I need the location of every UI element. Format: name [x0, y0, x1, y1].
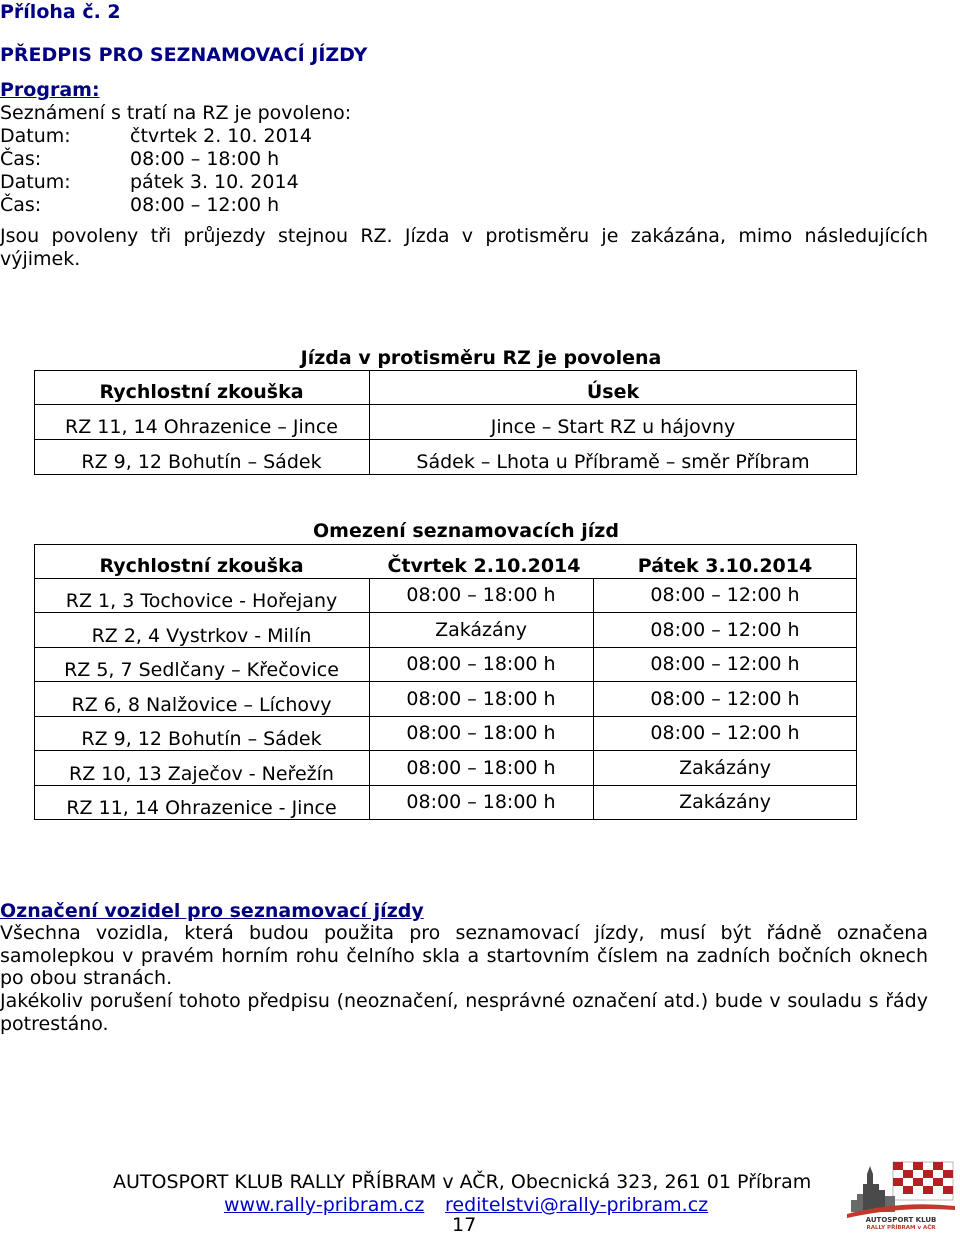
limits-header-friday: Pátek 3.10.2014 [637, 555, 813, 577]
limits-cell-thursday: 08:00 – 18:00 h [406, 584, 556, 606]
limits-cell-friday: 08:00 – 12:00 h [650, 653, 800, 675]
autosport-club-logo [845, 1160, 957, 1230]
svg-text:RALLY PŘÍBRAM v AČR: RALLY PŘÍBRAM v AČR [866, 1225, 936, 1230]
limits-table-caption: Omezení seznamovacích jízd [313, 520, 619, 542]
program-value: čtvrtek 2. 10. 2014 [130, 125, 312, 147]
limits-cell-friday: Zakázány [679, 791, 771, 813]
reverse-header-stage: Rychlostní zkouška [99, 381, 304, 403]
limits-cell-stage: RZ 10, 13 Zaječov - Neřežín [69, 763, 334, 785]
program-value: pátek 3. 10. 2014 [130, 171, 299, 193]
program-label: Čas: [0, 148, 42, 170]
logo-graphic [845, 1160, 957, 1230]
svg-text:AUTOSPORT KLUB: AUTOSPORT KLUB [865, 1216, 937, 1224]
program-intro: Seznámení s tratí na RZ je povoleno: [0, 102, 352, 124]
program-label: Datum: [0, 171, 71, 193]
limits-cell-friday: 08:00 – 12:00 h [650, 584, 800, 606]
reverse-cell-section: Sádek – Lhota u Příbramě – směr Příbram [416, 451, 810, 473]
limits-header-stage: Rychlostní zkouška [99, 555, 304, 577]
limits-cell-thursday: 08:00 – 18:00 h [406, 688, 556, 710]
marking-heading: Označení vozidel pro seznamovací jízdy [0, 900, 424, 922]
reverse-cell-stage: RZ 11, 14 Ohrazenice – Jince [65, 416, 338, 438]
reverse-cell-section: Jince – Start RZ u hájovny [490, 416, 736, 438]
limits-cell-friday: 08:00 – 12:00 h [650, 722, 800, 744]
limits-cell-stage: RZ 5, 7 Sedlčany – Křečovice [64, 659, 339, 681]
limits-cell-thursday: Zakázány [435, 619, 527, 641]
limits-cell-thursday: 08:00 – 18:00 h [406, 791, 556, 813]
marking-paragraph: Všechna vozidla, která budou použita pro seznamovací jízdy, musí být řádně označena samolepkou v pravém horním rohu čelního skla a startovním číslem na zadních bočních oknech po obou stranách. [0, 922, 928, 990]
footer-website-link[interactable]: www.rally-pribram.cz [224, 1194, 425, 1216]
footer-email-link[interactable]: reditelstvi@rally-pribram.cz [445, 1194, 709, 1216]
program-value: 08:00 – 18:00 h [130, 148, 280, 170]
limits-cell-stage: RZ 1, 3 Tochovice - Hořejany [65, 590, 338, 612]
marking-paragraph: Jakékoliv porušení tohoto předpisu (neoznačení, nesprávné označení atd.) bude v souladu s řády potrestáno. [0, 990, 928, 1035]
limits-cell-friday: 08:00 – 12:00 h [650, 619, 800, 641]
reverse-header-section: Úsek [586, 381, 640, 403]
limits-cell-thursday: 08:00 – 18:00 h [406, 722, 556, 744]
reverse-cell-stage: RZ 9, 12 Bohutín – Sádek [81, 451, 322, 473]
limits-cell-friday: 08:00 – 12:00 h [650, 688, 800, 710]
program-heading: Program: [0, 79, 100, 101]
program-label: Čas: [0, 194, 42, 216]
limits-cell-stage: RZ 11, 14 Ohrazenice - Jince [66, 797, 337, 819]
limits-cell-thursday: 08:00 – 18:00 h [406, 757, 556, 779]
document-title: PŘEDPIS PRO SEZNAMOVACÍ JÍZDY [0, 44, 368, 66]
limits-cell-stage: RZ 9, 12 Bohutín – Sádek [81, 728, 322, 750]
limits-cell-stage: RZ 2, 4 Vystrkov - Milín [91, 625, 312, 647]
program-value: 08:00 – 12:00 h [130, 194, 280, 216]
limits-cell-friday: Zakázány [679, 757, 771, 779]
page-number: 17 [452, 1214, 477, 1236]
footer-address: AUTOSPORT KLUB RALLY PŘÍBRAM v AČR, Obecnická 323, 261 01 Příbram [113, 1171, 812, 1193]
limits-cell-stage: RZ 6, 8 Nalžovice – Líchovy [71, 694, 332, 716]
limits-header-thursday: Čtvrtek 2.10.2014 [387, 555, 581, 577]
limits-cell-thursday: 08:00 – 18:00 h [406, 653, 556, 675]
program-label: Datum: [0, 125, 71, 147]
annex-label: Příloha č. 2 [0, 1, 121, 23]
reverse-table-caption: Jízda v protisměru RZ je povolena [300, 347, 662, 369]
program-note-continuation: výjimek. [0, 248, 81, 270]
program-note: Jsou povoleny tři průjezdy stejnou RZ. Jízda v protisměru je zakázána, mimo následujících [0, 225, 928, 247]
